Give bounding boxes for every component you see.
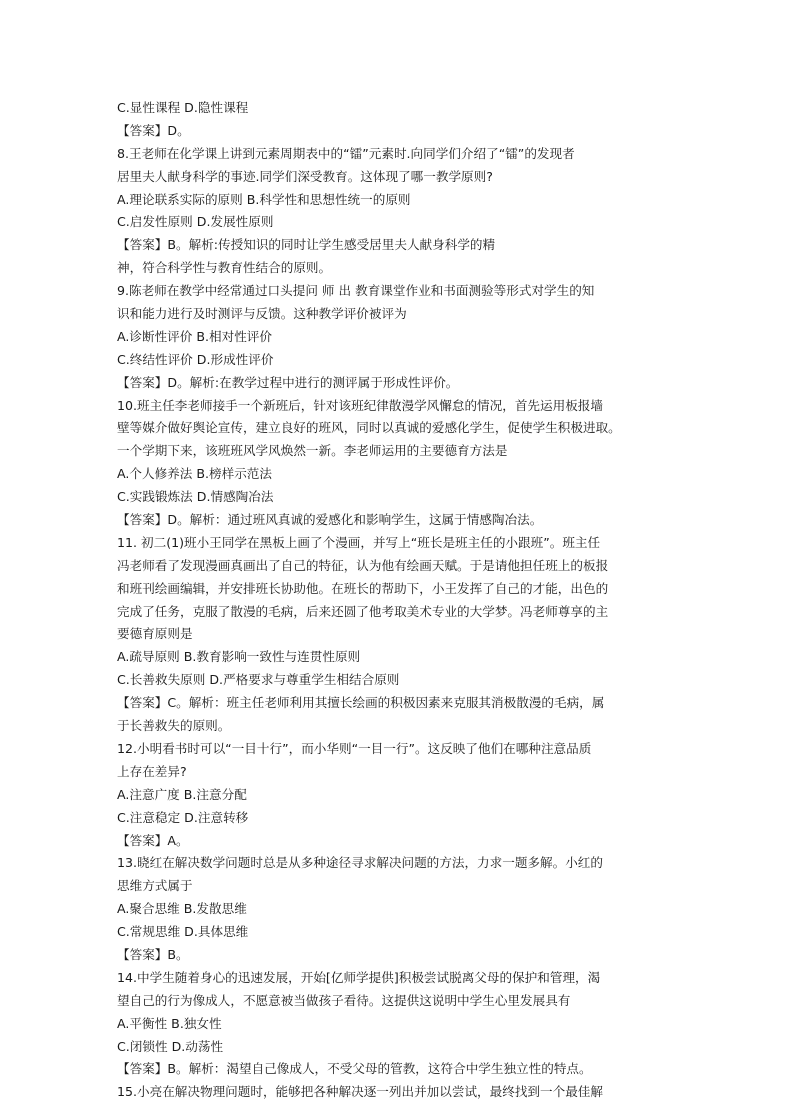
- text-line: 一个学期下来，该班班风学风焕然一新。李老师运用的主要德育方法是: [117, 443, 508, 459]
- question-13-line: 13.晓红在解决数学问题时总是从多种途径寻求解决问题的方法，力求一题多解。小红的: [117, 855, 603, 871]
- answer-line: 【答案】B。解析：渴望自己像成人，不受父母的管教，这符合中学生独立性的特点。: [117, 1061, 592, 1077]
- question-14-line: 14.中学生随着身心的迅速发展，开始[亿师学提供]积极尝试脱离父母的保护和管理，渴: [117, 969, 601, 985]
- option-line: C.长善救失原则 D.严格要求与尊重学生相结合原则: [117, 672, 400, 688]
- text-line: 和班刊绘画编辑，并安排班长协助他。在班长的帮助下，小王发挥了自己的才能，出色的: [117, 580, 609, 596]
- answer-line: 【答案】D。解析：通过班风真诚的爱感化和影响学生，这属于情感陶冶法。: [117, 512, 543, 528]
- text-line: 壁等媒介做好舆论宣传，建立良好的班风，同时以真诚的爱感化学生，促使学生积极进取。: [117, 420, 621, 436]
- answer-line: 【答案】B。解析:传授知识的同时让学生感受居里夫人献身科学的精: [117, 237, 496, 253]
- question-10-line: 10.班主任李老师接手一个新班后，针对该班纪律散漫学风懈怠的情况，首先运用板报墙: [117, 397, 603, 413]
- answer-line: 【答案】D。解析:在教学过程中进行的测评属于形成性评价。: [117, 374, 459, 390]
- option-line: C.注意稳定 D.注意转移: [117, 809, 249, 825]
- option-line: C.终结性评价 D.形成性评价: [117, 351, 274, 367]
- text-line: 于长善救失的原则。: [117, 718, 231, 734]
- text-line: C.显性课程 D.隐性课程: [117, 100, 249, 115]
- text-line: 上存在差异?: [117, 763, 187, 779]
- option-line: A.平衡性 B.独女性: [117, 1015, 222, 1031]
- answer-line: 【答案】B。: [117, 946, 189, 962]
- option-line: A.个人修养法 B.榜样示范法: [117, 466, 272, 482]
- text-line: 要德育原则是: [117, 626, 193, 642]
- answer-line: 【答案】A。: [117, 832, 189, 848]
- option-line: C.闭锁性 D.动荡性: [117, 1038, 224, 1054]
- option-line: A.疏导原则 B.教育影响一致性与连贯性原则: [117, 649, 361, 665]
- option-line: A.注意广度 B.注意分配: [117, 786, 247, 802]
- question-15-line: 15.小亮在解决物理问题时，能够把各种解决逐一列出并加以尝试，最终找到一个最佳解: [117, 1084, 603, 1100]
- question-12-line: 12.小明看书时可以“一目十行”，而小华则“一目一行”。这反映了他们在哪种注意品质: [117, 740, 592, 756]
- question-9-line: 9.陈老师在教学中经常通过口头提问 师 出 教育课堂作业和书面测验等形式对学生的知: [117, 283, 595, 299]
- text-line: 望自己的行为像成人，不愿意被当做孩子看待。这提供这说明中学生心里发展具有: [117, 992, 571, 1008]
- text-line: 完成了任务，克服了散漫的毛病，后来还圆了他考取美术专业的大学梦。冯老师尊享的主: [117, 603, 609, 619]
- document-page: [117, 97, 677, 1104]
- option-line: A.诊断性评价 B.相对性评价: [117, 328, 272, 344]
- text-line: 思维方式属于: [117, 878, 193, 894]
- answer-line: 【答案】C。解析：班主任老师利用其擅长绘画的积极因素来克服其消极散漫的毛病，属: [117, 695, 605, 711]
- text-line: 识和能力进行及时测评与反馈。这种教学评价被评为: [117, 306, 407, 322]
- text-line: 冯老师看了发现漫画真画出了自己的特征，认为他有绘画天赋。于是请他担任班上的板报: [117, 557, 609, 573]
- question-11-line: 11. 初二(1)班小王同学在黑板上画了个漫画，并写上“班长是班主任的小跟班”。班主任: [117, 534, 601, 550]
- option-line: A.理论联系实际的原则 B.科学性和思想性统一的原则: [117, 191, 411, 207]
- answer-line: 【答案】D。: [117, 122, 190, 138]
- text-line: 居里夫人献身科学的事迹.同学们深受教育。这体现了哪一教学原则?: [117, 168, 493, 184]
- question-8-line: 8.王老师在化学课上讲到元素周期表中的“镭”元素时.向同学们介绍了“镭”的发现者: [117, 145, 575, 161]
- option-line: C.启发性原则 D.发展性原则: [117, 214, 274, 230]
- option-line: A.聚合思维 B.发散思维: [117, 901, 247, 917]
- option-line: C.常规思维 D.具体思维: [117, 924, 249, 940]
- text-line: 神，符合科学性与教育性结合的原则。: [117, 260, 332, 276]
- option-line: C.实践锻炼法 D.情感陶冶法: [117, 489, 274, 505]
